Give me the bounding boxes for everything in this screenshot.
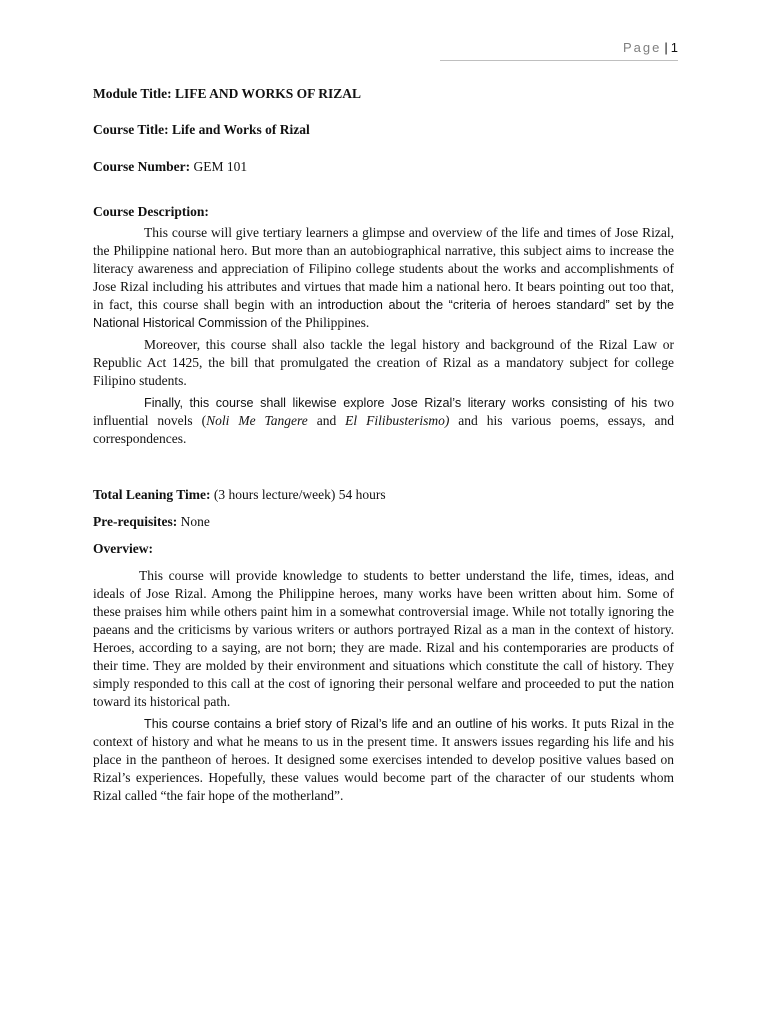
course-description-paragraph-1: [93, 224, 674, 332]
cd-p1-part-c: of the Philippines.: [270, 315, 370, 330]
cd-p3-part-a: Finally, this course shall likewise explore Jose Rizal’s literary works consisting of his: [144, 396, 648, 410]
page-separator: |: [664, 40, 668, 55]
prerequisites: [93, 513, 674, 531]
module-title-label: Module Title:: [93, 86, 172, 101]
el-filibusterismo-title: El Filibusterismo): [345, 413, 450, 428]
course-description-paragraph-3: [93, 394, 674, 448]
total-learning-time-value: (3 hours lecture/week) 54 hours: [213, 487, 386, 502]
overview-heading: [93, 540, 674, 558]
course-number-value: GEM 101: [193, 159, 248, 174]
ov-p2-part-b: It puts Rizal in the context of history and what he means to us in the present time. It answers issues regarding his life and his place in the pantheon of heroes. It designed some exercises intended to develop positive values based on Rizal’s experiences. Hopefully, these values would become part of the character of our students whom Rizal called “the fair hope of the motherland”.: [93, 716, 675, 803]
noli-me-tangere-title: Noli Me Tangere: [206, 413, 308, 428]
total-learning-time: [93, 486, 674, 504]
course-description-heading-text: Course Description:: [93, 204, 209, 219]
course-title: [93, 121, 674, 139]
cd-p1-part-b: introduction about the “criteria of heroes standard” set by the National Historical Commission: [93, 298, 675, 330]
course-number: [93, 158, 674, 176]
page-number: 1: [670, 40, 678, 55]
page-header: [440, 40, 678, 61]
course-title-value: Life and Works of Rizal: [172, 122, 310, 137]
cd-p3-part-c: and his various poems, essays, and correspondences.: [93, 413, 674, 446]
overview-paragraph-1: This course will provide knowledge to students to better understand the life, times, ideas, and ideals of Jose Rizal. Among the Philippine heroes, many works have been written about him. Some of these praises him while others paint him in a somewhat controversial image. While not totally ignoring the paeans and the criticisms by various writers or authors portrayed Rizal as a man in the context of history. Heroes, according to a saying, are not born; they are made. Rizal and his contemporaries are products of their time. They are molded by their environment and situations which constitute the call of history. They simply responded to this call at the cost of ignoring their personal welfare and proceeded to put the nation toward its historical path.: [93, 568, 674, 709]
document-body: [93, 85, 674, 805]
overview-paragraph-2: [93, 715, 674, 805]
cd-p3-and: and: [307, 413, 346, 428]
course-title-label: Course Title:: [93, 122, 169, 137]
cd-p1-part-a: This course will give tertiary learners a glimpse and overview of the life and times of Jose Rizal, the Philippine national hero. But more than an autobiographical narrative, this subject aims to increase the literacy awareness and appreciation of Filipino college students about the works and accomplishments of Jose Rizal including his attributes and virtues that made him a national hero. It bears pointing out too that, in fact, this course shall begin with an: [93, 225, 674, 312]
prerequisites-label: Pre-requisites:: [93, 514, 178, 529]
cd-p3-part-b: two influential novels (: [93, 395, 675, 428]
module-title-value: LIFE AND WORKS OF RIZAL: [175, 86, 362, 101]
total-learning-time-label: Total Leaning Time:: [93, 487, 211, 502]
prerequisites-value: None: [180, 514, 210, 529]
course-description-heading: [93, 203, 674, 221]
ov-p2-part-a: This course contains a brief story of Rizal’s life and an outline of his works.: [144, 717, 568, 731]
overview-heading-text: Overview:: [93, 541, 153, 556]
course-description-paragraph-2: Moreover, this course shall also tackle the legal history and background of the Rizal Law or Republic Act 1425, the bill that promulgated the creation of Rizal as a mandatory subject for college Filipino students.: [93, 337, 674, 388]
course-number-label: Course Number:: [93, 159, 191, 174]
page-word: Page: [623, 40, 662, 55]
module-title: [93, 85, 674, 103]
